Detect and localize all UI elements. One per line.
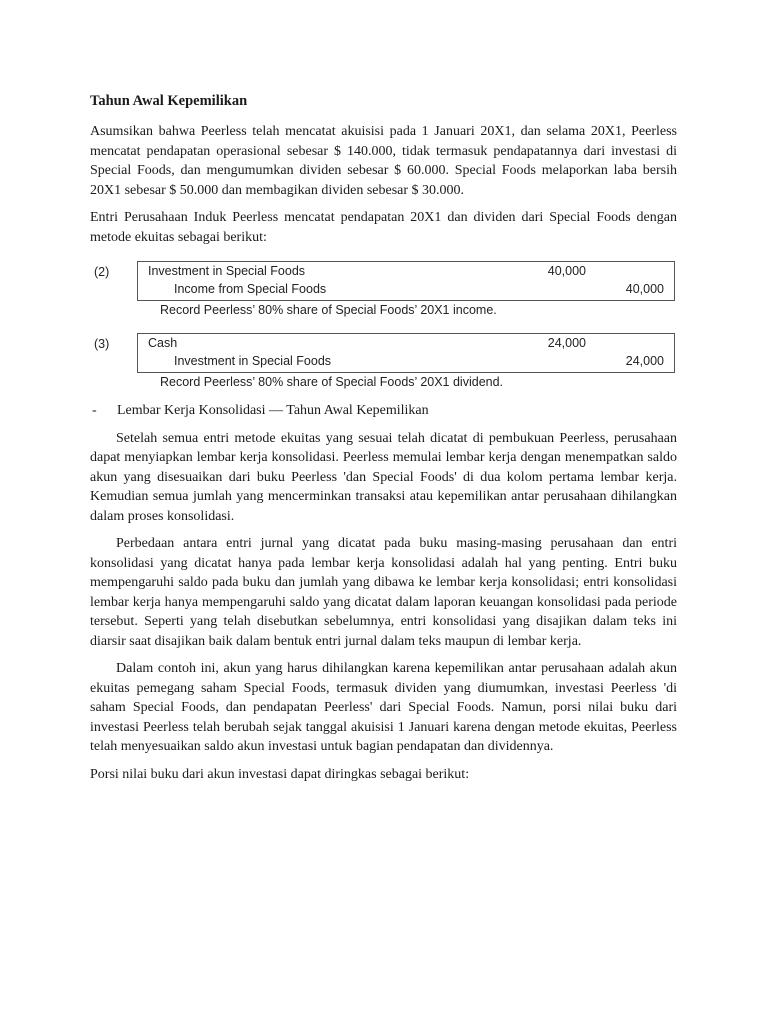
entry-box bbox=[137, 333, 675, 373]
debit-account: Investment in Special Foods bbox=[148, 264, 306, 278]
debit-row bbox=[148, 336, 664, 354]
journal-entry-2 bbox=[90, 261, 677, 319]
entry-number: (2) bbox=[94, 265, 110, 279]
paragraph-assumption: Asumsikan bahwa Peerless telah mencatat akuisisi pada 1 Januari 20X1, dan selama 20X1, Peerless mencatat pendapatan operasional sebesar $ 140.000, tidak termasuk pendapatannya dari investasi di Special Foods, dan mengumumkan dividen sebesar $ 60.000. Special Foods melaporkan laba bersih 20X1 sebesar $ 50.000 dan membagikan dividen sebesar $ 30.000. bbox=[90, 124, 677, 198]
section-title: Tahun Awal Kepemilikan bbox=[90, 93, 248, 109]
bullet-dash: - bbox=[92, 403, 97, 418]
debit-account: Cash bbox=[148, 336, 178, 350]
paragraph-summary: Porsi nilai buku dari akun investasi dapat diringkas sebagai berikut: bbox=[90, 766, 470, 782]
paragraph-example: Dalam contoh ini, akun yang harus dihilangkan karena kepemilikan antar perusahaan adalah akun ekuitas pemegang saham Special Foods, termasuk dividen yang diumumkan, investasi Peerless 'di saham Special Foods, dan pendapatan Peerless' dari Special Foods. Namun, porsi nilai buku dari investasi Peerless telah berubah sejak tanggal akuisisi 1 Januari karena dengan metode ekuitas, Peerless telah menyesuaikan saldo akun investasi untuk bagian pendapatan dan dividennya. bbox=[90, 661, 677, 754]
paragraph-entry-intro: Entri Perusahaan Induk Peerless mencatat pendapatan 20X1 dan dividen dari Special Foods dengan metode ekuitas sebagai berikut: bbox=[90, 210, 677, 245]
credit-amount: 24,000 bbox=[625, 354, 664, 368]
credit-row bbox=[148, 354, 664, 372]
credit-amount: 40,000 bbox=[625, 282, 664, 296]
paragraph-difference: Perbedaan antara entri jurnal yang dicatat pada buku masing-masing perusahaan dan entri konsolidasi yang dicatat hanya pada lembar kerja konsolidasi adalah hal yang penting. Entri buku mempengaruhi saldo pada buku dan jumlah yang dibawa ke lembar kerja konsolidasi; entri konsolidasi lembar kerja hanya mempengaruhi saldo yang dicatat dalam laporan keuangan konsolidasi pada periode tersebut. Seperti yang telah disebutkan sebelumnya, entri konsolidasi yang disajikan dalam teks ini diarsir saat disajikan baik dalam bentuk entri jurnal dalam teks maupun di lembar kerja. bbox=[90, 536, 677, 649]
entry-number: (3) bbox=[94, 337, 110, 351]
credit-row bbox=[148, 282, 664, 300]
debit-amount: 24,000 bbox=[547, 336, 586, 350]
debit-row bbox=[148, 264, 664, 282]
bullet-text: Lembar Kerja Konsolidasi — Tahun Awal Kepemilikan bbox=[117, 403, 429, 418]
entry-memo: Record Peerless’ 80% share of Special Foods’ 20X1 income. bbox=[160, 303, 497, 317]
paragraph-worksheet: Setelah semua entri metode ekuitas yang sesuai telah dicatat di pembukuan Peerless, perusahaan dapat menyiapkan lembar kerja konsolidasi. Peerless memulai lembar kerja dengan menempatkan saldo akun yang disesuaikan dari buku Peerless 'dan Special Foods' di dua kolom pertama lembar kerja. Kemudian semua jumlah yang mencerminkan transaksi atau kepemilikan antar perusahaan dihilangkan dalam proses konsolidasi. bbox=[90, 430, 677, 524]
bullet-item bbox=[90, 401, 677, 421]
entry-memo: Record Peerless’ 80% share of Special Foods’ 20X1 dividend. bbox=[160, 375, 504, 389]
debit-amount: 40,000 bbox=[547, 264, 586, 278]
credit-account: Income from Special Foods bbox=[174, 282, 327, 296]
credit-account: Investment in Special Foods bbox=[174, 354, 332, 368]
journal-entry-3 bbox=[90, 333, 677, 391]
entry-box bbox=[137, 261, 675, 301]
